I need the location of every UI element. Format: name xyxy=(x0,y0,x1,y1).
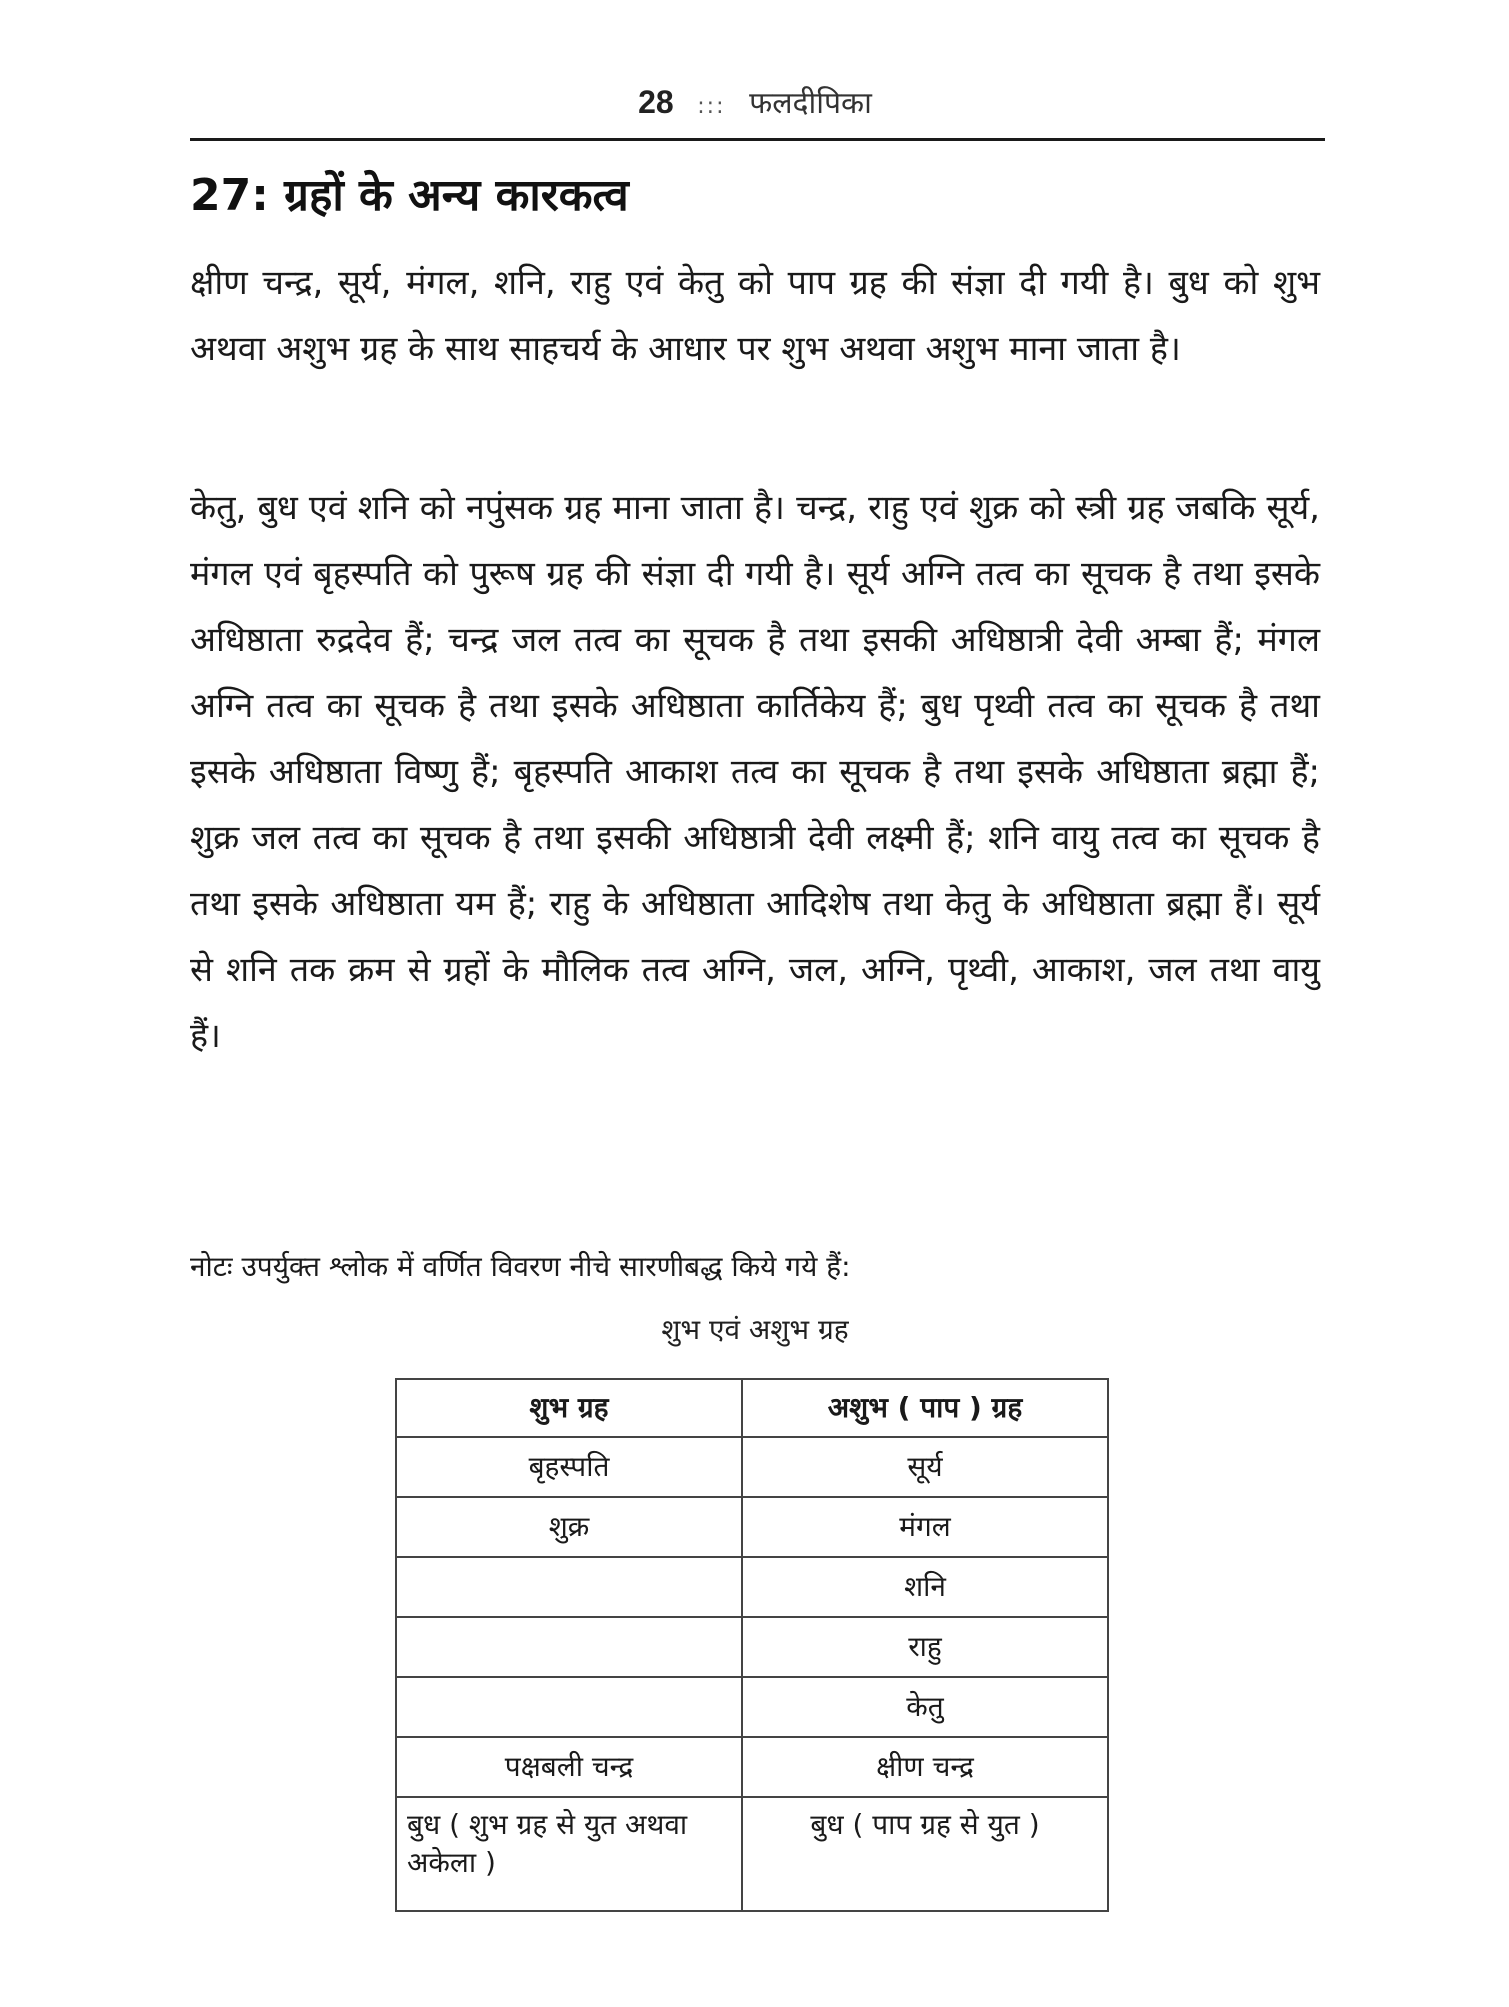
header-benefic: शुभ ग्रह xyxy=(396,1379,742,1437)
table-cell xyxy=(396,1557,742,1617)
table-cell: बुध ( शुभ ग्रह से युत अथवा अकेला ) xyxy=(396,1797,742,1911)
table-cell: सूर्य xyxy=(742,1437,1108,1497)
benefic-malefic-table xyxy=(395,1378,1109,1912)
header-malefic: अशुभ ( पाप ) ग्रह xyxy=(742,1379,1108,1437)
table-cell xyxy=(396,1617,742,1677)
table-cell xyxy=(396,1677,742,1737)
paragraph-2: केतु, बुध एवं शनि को नपुंसक ग्रह माना जाता है। चन्द्र, राहु एवं शुक्र को स्त्री ग्रह जबकि सूर्य, मंगल एवं बृहस्पति को पुरूष ग्रह की संज्ञा दी गयी है। सूर्य अग्नि तत्व का सूचक है तथा इसके अधिष्ठाता रुद्रदेव हैं; चन्द्र जल तत्व का सूचक है तथा इसकी अधिष्ठात्री देवी अम्बा हैं; मंगल अग्नि तत्व का सूचक है तथा इसके अधिष्ठाता कार्तिकेय हैं; बुध पृथ्वी तत्व का सूचक है तथा इसके अधिष्ठाता विष्णु हैं; बृहस्पति आकाश तत्व का सूचक है तथा इसके अधिष्ठाता ब्रह्मा हैं; शुक्र जल तत्व का सूचक है तथा इसकी अधिष्ठात्री देवी लक्ष्मी हैं; शनि वायु तत्व का सूचक है तथा इसके अधिष्ठाता यम हैं; राहु के अधिष्ठाता आदिशेष तथा केतु के अधिष्ठाता ब्रह्मा हैं। सूर्य से शनि तक क्रम से ग्रहों के मौलिक तत्व अग्नि, जल, अग्नि, पृथ्वी, आकाश, जल तथा वायु हैं। xyxy=(190,488,1320,1056)
book-title: फलदीपिका xyxy=(749,86,872,121)
table-row xyxy=(396,1497,1108,1557)
table-row xyxy=(396,1617,1108,1677)
table-cell: शुक्र xyxy=(396,1497,742,1557)
table-cell: पक्षबली चन्द्र xyxy=(396,1737,742,1797)
table-cell: बुध ( पाप ग्रह से युत ) xyxy=(742,1797,1108,1911)
paragraph-1: क्षीण चन्द्र, सूर्य, मंगल, शनि, राहु एवं केतु को पाप ग्रह की संज्ञा दी गयी है। बुध को शुभ अथवा अशुभ ग्रह के साथ साहचर्य के आधार पर शुभ अथवा अशुभ माना जाता है। xyxy=(190,263,1320,369)
page-number: 28 xyxy=(638,84,674,120)
section-title: 27: ग्रहों के अन्य कारकत्व xyxy=(190,170,629,221)
table-row xyxy=(396,1797,1108,1911)
table-row xyxy=(396,1557,1108,1617)
table-cell: मंगल xyxy=(742,1497,1108,1557)
running-header xyxy=(190,82,1320,127)
header-separator: ::: xyxy=(697,94,726,119)
table-cell: बृहस्पति xyxy=(396,1437,742,1497)
table-row xyxy=(396,1737,1108,1797)
note: नोटः उपर्युक्त श्लोक में वर्णित विवरण नीचे सारणीबद्ध किये गये हैं: xyxy=(190,1250,851,1283)
table-row xyxy=(396,1437,1108,1497)
table-cell: राहु xyxy=(742,1617,1108,1677)
table-row xyxy=(396,1677,1108,1737)
table-caption: शुभ एवं अशुभ ग्रह xyxy=(661,1313,849,1346)
header-rule xyxy=(190,138,1325,141)
table-header-row xyxy=(396,1379,1108,1437)
table-cell: केतु xyxy=(742,1677,1108,1737)
table-cell: शनि xyxy=(742,1557,1108,1617)
table-cell: क्षीण चन्द्र xyxy=(742,1737,1108,1797)
